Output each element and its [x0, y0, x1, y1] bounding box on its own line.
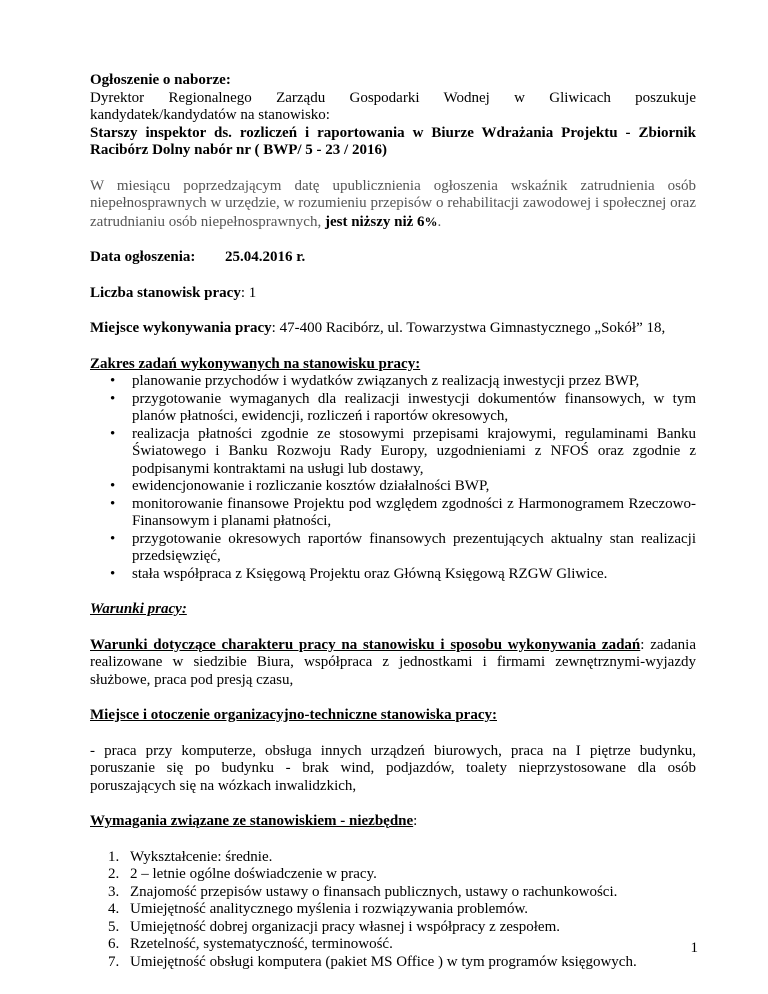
candidates-line: kandydatek/kandydatów na stanowisko:: [90, 107, 330, 123]
list-item: • przygotowanie okresowych raportów finansowych prezentujących aktualny stan realizacji przedsięwzięć,: [110, 530, 696, 564]
environment-text: - praca przy komputerze, obsługa innych urządzeń biurowych, praca na I piętrze budynku, poruszanie się po budynku - brak wind, podjazdów, toalety nieprzystosowane dla osób poruszających się na wózkach inwalidzkich,: [90, 742, 696, 794]
date-value: 25.04.2016 r.: [225, 249, 306, 265]
list-item: • ewidencjonowanie i rozliczanie kosztów działalności BWP,: [110, 478, 490, 494]
requirements-heading: Wymagania związane ze stanowiskiem - niezbędne:: [90, 813, 418, 829]
duties-list: [90, 373, 696, 583]
duties-heading: Zakres zadań wykonywanych na stanowisku pracy:: [90, 355, 421, 372]
list-item: 2. 2 – letnie ogólne doświadczenie w pracy.: [108, 866, 377, 882]
list-item: • monitorowanie finansowe Projektu pod względem zgodności z Harmonogramem Rzeczowo-Finansowym i planami płatności,: [110, 495, 696, 529]
work-place: Miejsce wykonywania pracy: 47-400 Racibórz, ul. Towarzystwa Gimnastycznego „Sokół” 18,: [90, 320, 666, 336]
conditions-heading: Warunki pracy:: [90, 601, 187, 617]
list-item: • realizacja płatności zgodnie ze stosowymi przepisami krajowymi, regulaminami Banku Światowego i Banku Rozwoju Rady Europy, uzgodnieniami z NFOŚ oraz zgodnie z podpisanymi kontraktami na usługi lub dostawy,: [110, 425, 696, 477]
list-item: • planowanie przychodów i wydatków związanych z realizacją inwestycji przez BWP,: [110, 373, 640, 389]
list-item: 7. Umiejętność obsługi komputera (pakiet MS Office ) w tym programów księgowych.: [108, 953, 637, 970]
announcement-date: [90, 249, 696, 267]
list-item: • stała współpraca z Księgową Projektu oraz Główną Księgową RZGW Gliwice.: [110, 565, 608, 582]
notice-highlight: jest niższy niż 6: [324, 213, 425, 230]
disability-notice: W miesiącu poprzedzającym datę upublicznienia ogłoszenia wskaźnik zatrudnienia osób niepełnosprawnych w urzędzie, w rozumieniu przepisów o rehabilitacji zawodowej i społecznej oraz zatrudnianiu osób niepełnosprawnych, jest niższy niż 6%.: [90, 177, 696, 230]
list-item: 6. Rzetelność, systematyczność, terminowość.: [108, 936, 393, 952]
requirements-list: [90, 849, 696, 972]
positions-count: Liczba stanowisk pracy: 1: [90, 284, 257, 301]
list-item: 3. Znajomość przepisów ustawy o finansach publicznych, ustawy o rachunkowości.: [108, 883, 618, 900]
environment-heading: Miejsce i otoczenie organizacyjno-techniczne stanowiska pracy:: [90, 707, 497, 723]
date-label: Data ogłoszenia:: [90, 249, 196, 265]
list-item: 4. Umiejętność analitycznego myślenia i rozwiązywania problemów.: [108, 901, 529, 917]
document-page: [90, 72, 696, 971]
list-item: 1. Wykształcenie: średnie.: [108, 848, 273, 865]
announcement-title: Ogłoszenie o naborze:: [90, 72, 231, 88]
list-item: 5. Umiejętność dobrej organizacji pracy własnej i współpracy z zespołem.: [108, 918, 560, 935]
employer-line: Dyrektor Regionalnego Zarządu Gospodarki Wodnej w Gliwicach poszukuje: [90, 89, 696, 106]
list-item: • przygotowanie wymaganych dla realizacji inwestycji dokumentów finansowych, w tym planów płatności, ewidencji, rozliczeń i raportów okresowych,: [110, 390, 696, 424]
work-character: Warunki dotyczące charakteru pracy na stanowisku i sposobu wykonywania zadań: zadania realizowane w siedzibie Biura, współpraca z jednostkami i firmami zewnętrznymi-wyjazdy służbowe, praca pod presją czasu,: [90, 636, 696, 688]
page-number: 1: [690, 940, 698, 956]
position-title: Starszy inspektor ds. rozliczeń i raportowania w Biurze Wdrażania Projektu - Zbiornik Racibórz Dolny nabór nr ( BWP/ 5 - 23 / 2016): [90, 124, 696, 158]
